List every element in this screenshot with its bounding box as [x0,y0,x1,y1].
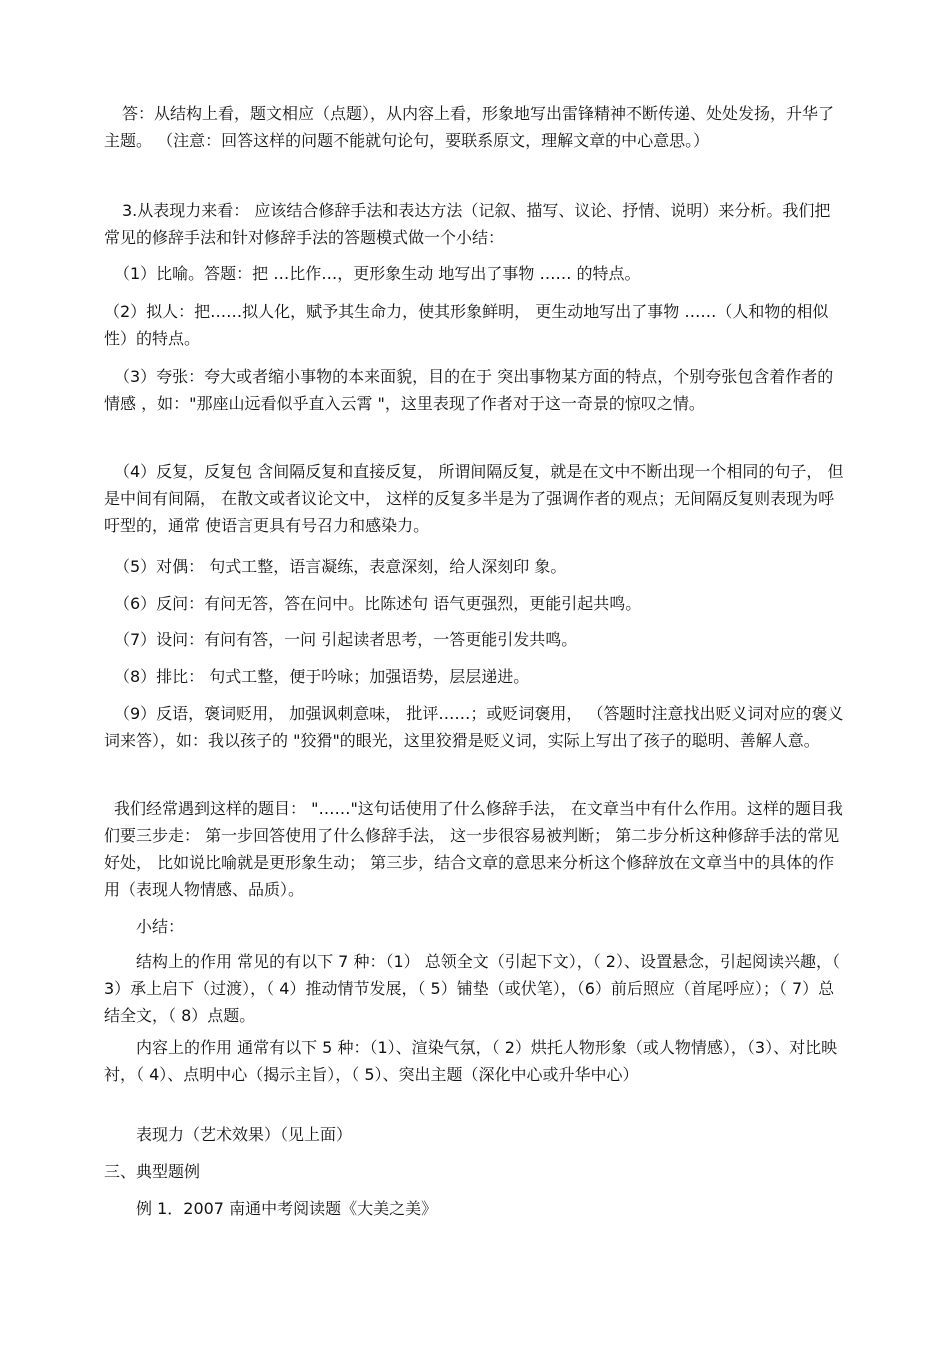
expressiveness-summary: 表现力（艺术效果）（见上面） [136,1125,353,1144]
rhetoric-hyperbole: （3）夸张：夸大或者缩小事物的本来面貌，目的在于 突出事物某方面的特点，个别夸张包含着作者的情感 ，如："那座山远看似乎直入云霄 "，这里表现了作者对于这一奇景的惊叹之情。 [104,367,834,413]
rhetoric-irony: （9）反语，褒词贬用， 加强讽刺意味， 批评……；或贬词褒用， （答题时注意找出贬义词对应的褒义词来答），如：我以孩子的 "狡猾"的眼光，这里狡猾是贬义词，实际上写出了孩子的聪明、善解人意。 [104,704,844,750]
expressiveness-paragraph: 3.从表现力来看： 应该结合修辞手法和表达方法（记叙、描写、议论、抒情、说明）来分析。我们把常见的修辞手法和针对修辞手法的答题模式做一个小结： [104,201,831,247]
rhetoric-rhetorical-question: （6）反问：有问无答，答在问中。比陈述句 语气更强烈，更能引起共鸣。 [114,594,642,613]
example-1-title: 例 1．2007 南通中考阅读题《大美之美》 [136,1199,438,1218]
rhetoric-metaphor: （1）比喻。答题：把 …比作…，更形象生动 地写出了事物 …… 的特点。 [114,264,641,283]
rhetoric-parallelism: （8）排比： 句式工整，便于吟咏；加强语势，层层递进。 [114,667,530,686]
three-step-paragraph: 我们经常遇到这样的题目： "……"这句话使用了什么修辞手法， 在文章当中有什么作用。这样的题目我们要三步走： 第一步回答使用了什么修辞手法， 这一步很容易被判断； 第二步分析这种修辞手法的常见好处， 比如说比喻就是更形象生动； 第三步，结合文章的意思来分析这个修辞放在文章当中的具体的作用（表现人物情感、品质）。 [104,799,843,899]
rhetoric-personification: （2）拟人：把……拟人化，赋予其生命力，使其形象鲜明， 更生动地写出了事物 ……（人和物的相似性）的特点。 [104,302,829,348]
answer-paragraph: 答：从结构上看，题文相应（点题），从内容上看，形象地写出雷锋精神不断传递、处处发扬，升华了主题。 （注意：回答这样的问题不能就句论句，要联系原文，理解文章的中心意思。） [104,104,835,150]
section-heading-examples: 三、典型题例 [104,1162,201,1181]
rhetoric-repetition: （4）反复，反复包 含间隔反复和直接反复， 所谓间隔反复，就是在文中不断出现一个相同的句子， 但是中间有间隔， 在散文或者议论文中， 这样的反复多半是为了强调作者的观点；无间隔反复则表现为呼吁型的，通常 使语言更具有号召力和感染力。 [104,462,844,535]
summary-heading: 小结： [136,917,185,936]
structure-summary: 结构上的作用 常见的有以下 7 种：（1） 总领全文（引起下文），（ 2）、设置悬念，引起阅读兴趣，（ 3）承上启下（过渡），（ 4）推动情节发展，（ 5）铺垫（或伏笔），（6）前后照应（首尾呼应）；（ 7）总结全文，（ 8）点题。 [104,952,840,1025]
rhetoric-question-answer: （7）设问：有问有答，一问 引起读者思考，一答更能引发共鸣。 [114,630,578,649]
rhetoric-antithesis: （5）对偶： 句式工整，语言凝练，表意深刻，给人深刻印 象。 [114,557,567,576]
content-summary: 内容上的作用 通常有以下 5 种：（1）、渲染气氛，（ 2）烘托人物形象（或人物情感），（3）、对比映衬，（ 4）、点明中心（揭示主旨），（ 5）、突出主题（深化中心或升华中心） [104,1038,838,1084]
